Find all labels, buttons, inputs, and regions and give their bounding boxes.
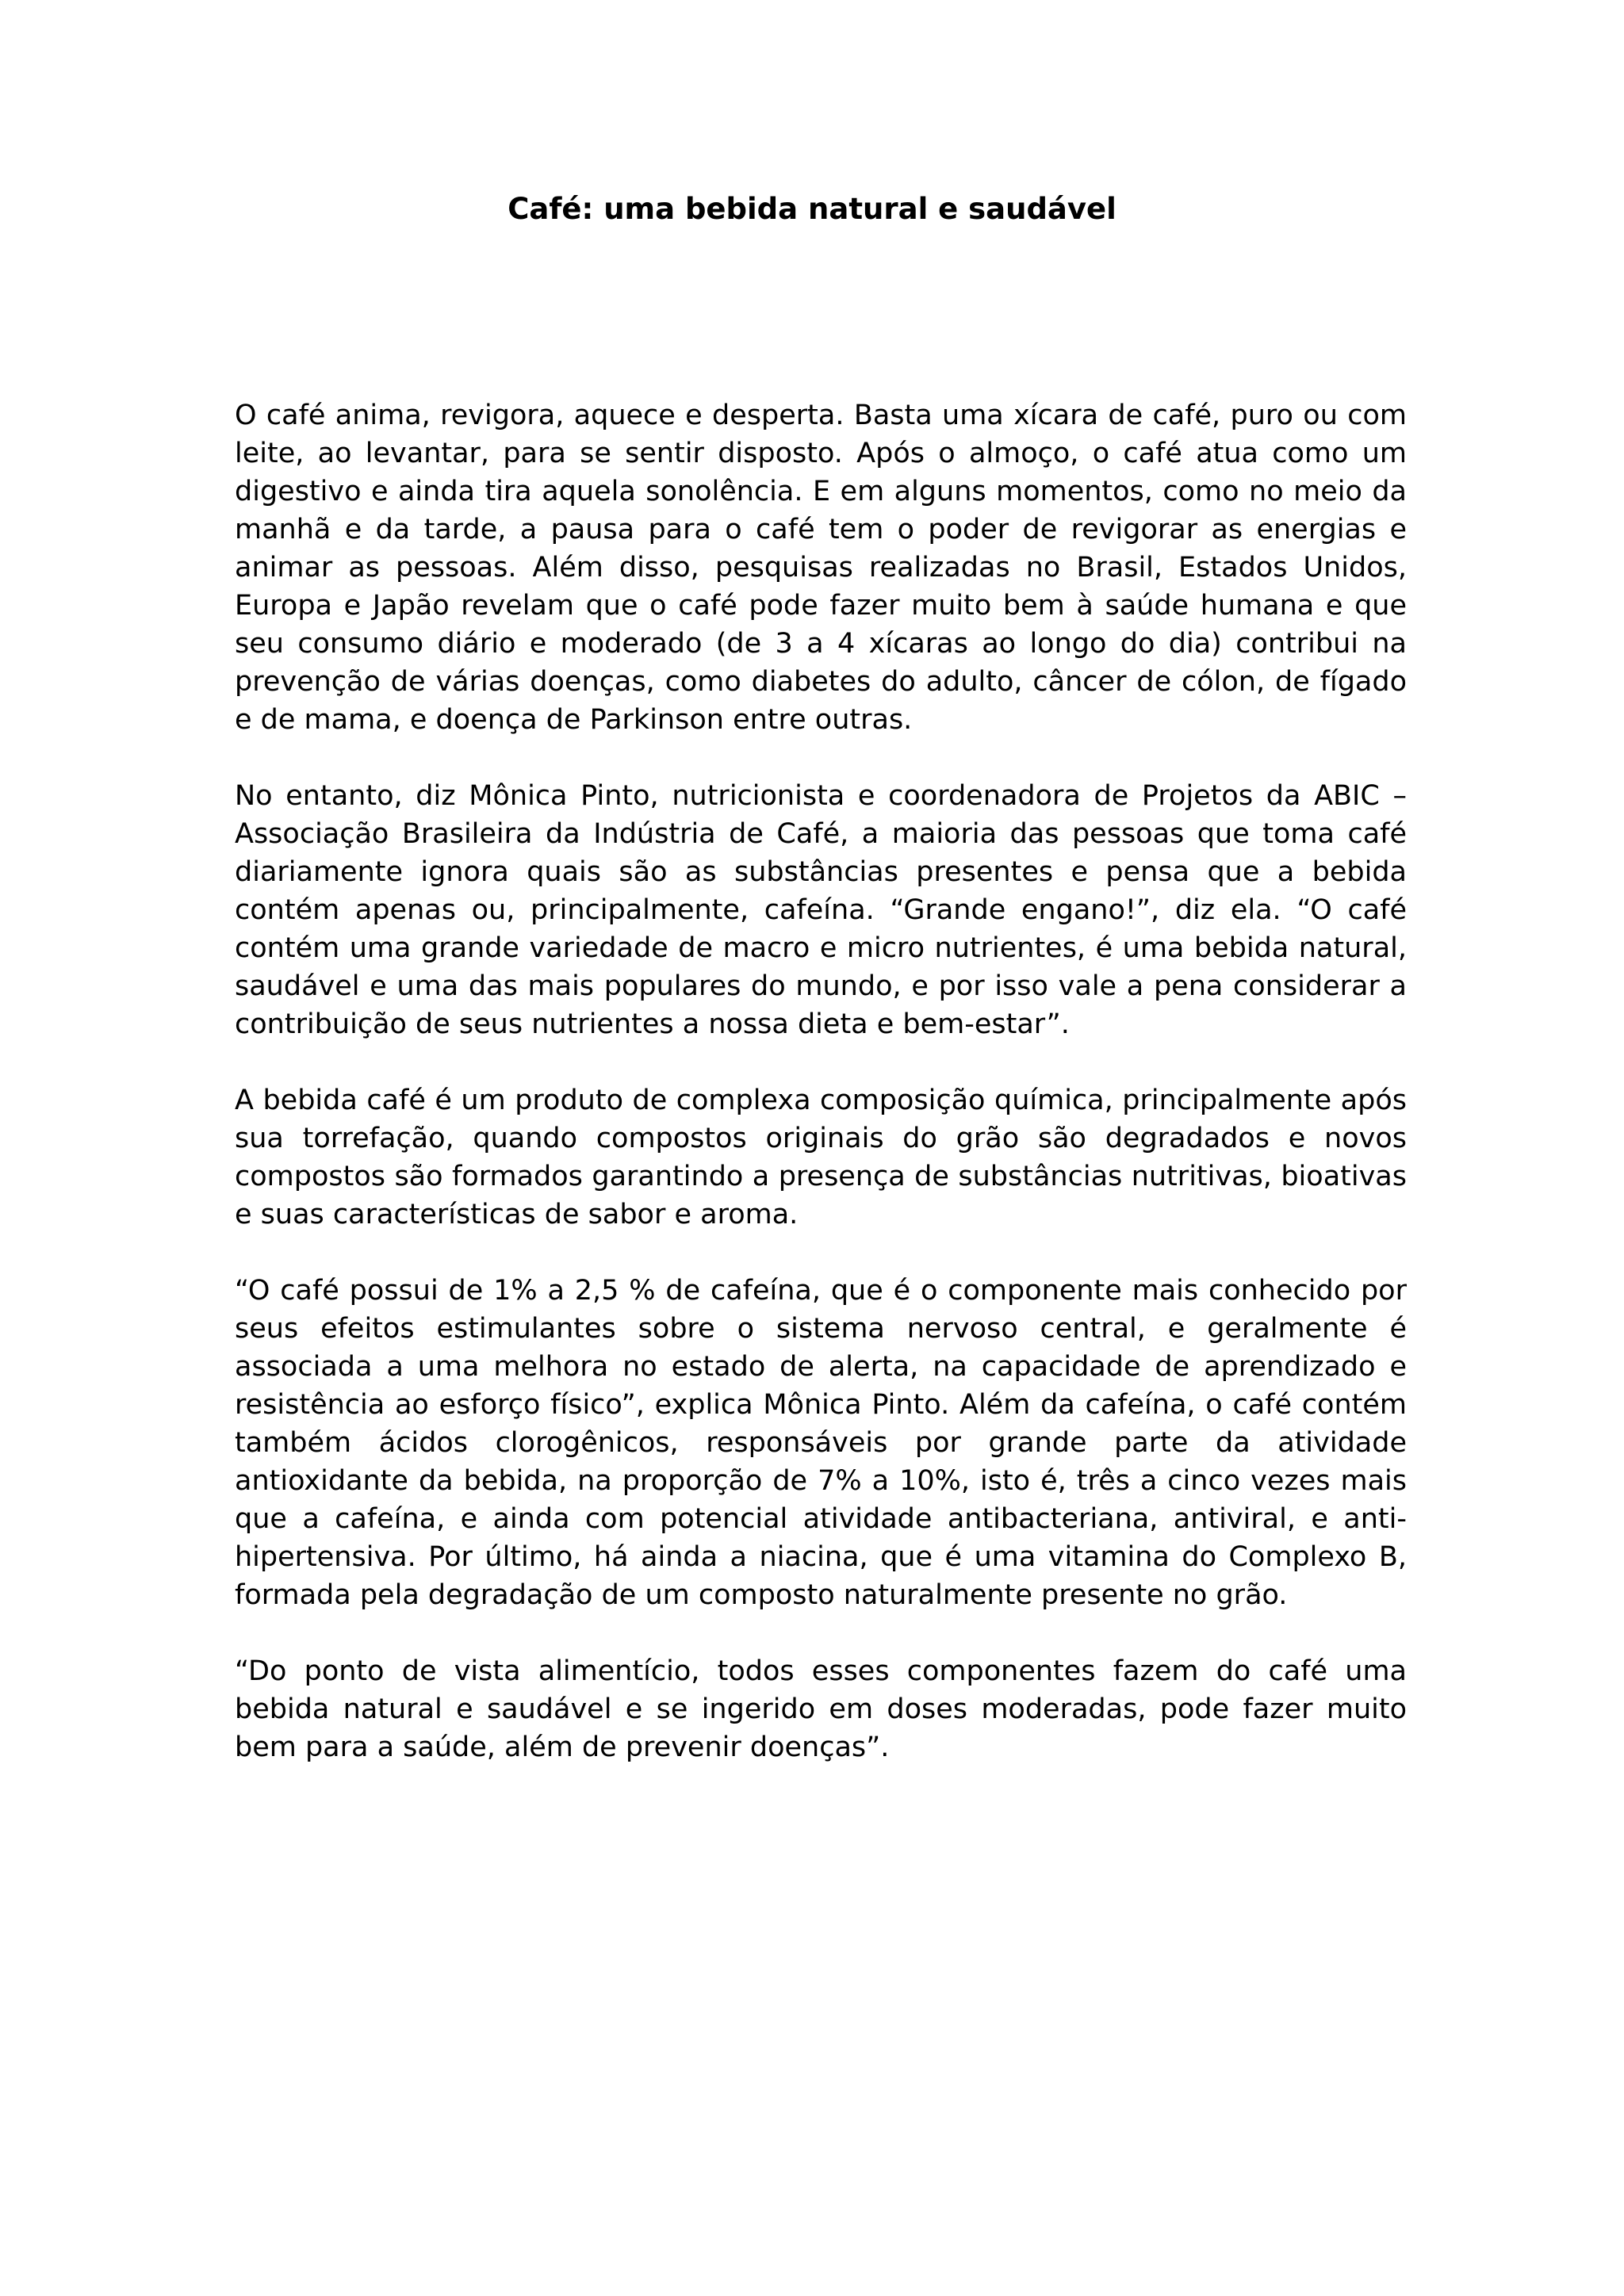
document-body [235,396,1407,1804]
document-title: Café: uma bebida natural e saudável [508,192,1116,226]
paragraph: “Do ponto de vista alimentício, todos esses componentes fazem do café uma bebida natural e saudável e se ingerido em doses moderadas, pode fazer muito bem para a saúde, além de prevenir doenças”. [235,1655,1407,1763]
paragraph: A bebida café é um produto de complexa composição química, principalmente após sua torrefação, quando compostos originais do grão são degradados e novos compostos são formados garantindo a presença de substâncias nutritivas, bioativas e suas características de sabor e aroma. [235,1085,1407,1230]
paragraph: O café anima, revigora, aquece e desperta. Basta uma xícara de café, puro ou com leite, ao levantar, para se sentir disposto. Após o almoço, o café atua como um digestivo e ainda tira aquela sonolência. E em alguns momentos, como no meio da manhã e da tarde, a pausa para o café tem o poder de revigorar as energias e animar as pessoas. Além disso, pesquisas realizadas no Brasil, Estados Unidos, Europa e Japão revelam que o café pode fazer muito bem à saúde humana e que seu consumo diário e moderado (de 3 a 4 xícaras ao longo do dia) contribui na prevenção de várias doenças, como diabetes do adulto, câncer de cólon, de fígado e de mama, e doença de Parkinson entre outras. [235,400,1407,736]
paragraph: “O café possui de 1% a 2,5 % de cafeína, que é o componente mais conhecido por seus efeitos estimulantes sobre o sistema nervoso central, e geralmente é associada a uma melhora no estado de alerta, na capacidade de aprendizado e resistência ao esforço físico”, explica Mônica Pinto. Além da cafeína, o café contém também ácidos clorogênicos, responsáveis por grande parte da atividade antioxidante da bebida, na proporção de 7% a 10%, isto é, três a cinco vezes mais que a cafeína, e ainda com potencial atividade antibacteriana, antiviral, e anti-hipertensiva. Por último, há ainda a niacina, que é uma vitamina do Complexo B, formada pela degradação de um composto naturalmente presente no grão. [235,1275,1407,1611]
paragraph: No entanto, diz Mônica Pinto, nutricionista e coordenadora de Projetos da ABIC – Associação Brasileira da Indústria de Café, a maioria das pessoas que toma café diariamente ignora quais são as substâncias presentes e pensa que a bebida contém apenas ou, principalmente, cafeína. “Grande engano!”, diz ela. “O café contém uma grande variedade de macro e micro nutrientes, é uma bebida natural, saudável e uma das mais populares do mundo, e por isso vale a pena considerar a contribuição de seus nutrientes a nossa dieta e bem-estar”. [235,780,1407,1040]
